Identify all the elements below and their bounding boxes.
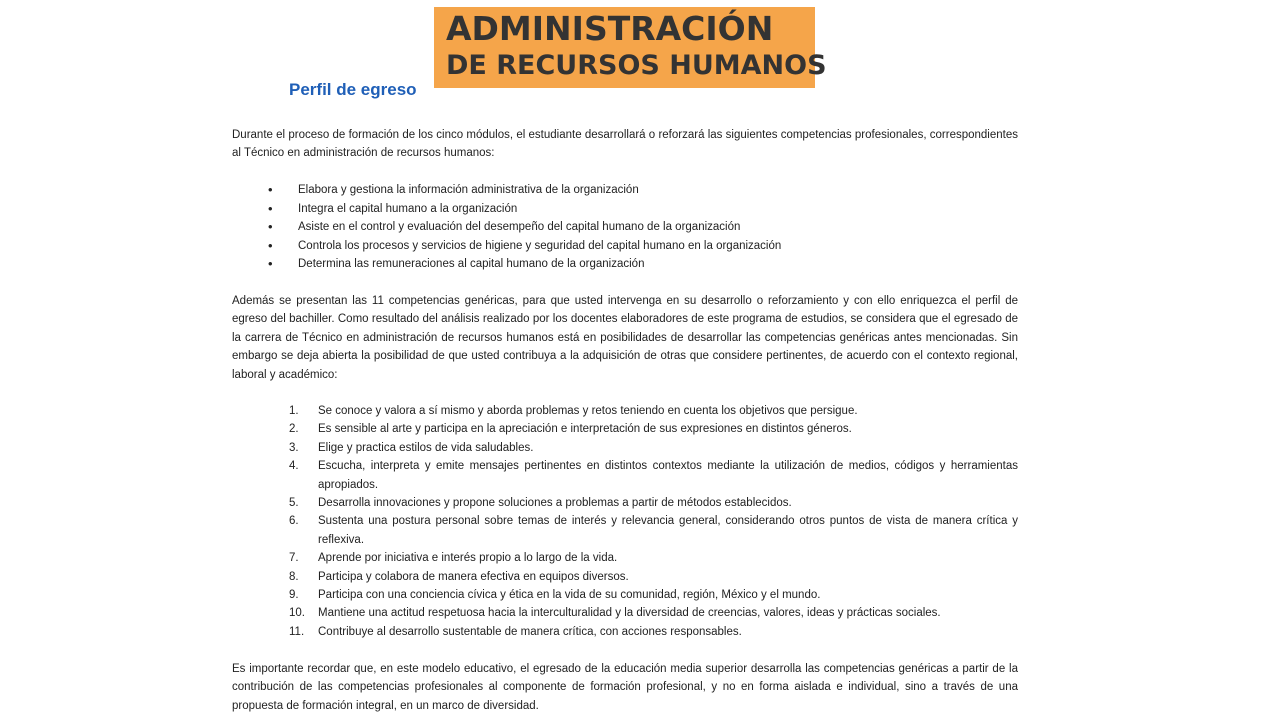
closing-paragraph: Es importante recordar que, en este modelo educativo, el egresado de la educación media superior desarrolla las competencias genéricas a partir de la contribución de las competencias profesionales al componente de formación profesional, y no en forma aislada e individual, sino a través de una propuesta de formación integral, en un marco de diversidad. [232, 663, 1018, 712]
list-item [232, 457, 1018, 494]
list-item-text: Participa y colabora de manera efectiva en equipos diversos. [318, 570, 629, 583]
intro-paragraph: Durante el proceso de formación de los cinco módulos, el estudiante desarrollará o reforzará las siguientes competencias profesionales, correspondientes al Técnico en administración de recursos humanos: [232, 129, 1018, 160]
list-item [232, 237, 1018, 256]
item-number: 7. [289, 552, 299, 565]
item-number: 1. [289, 405, 299, 417]
item-number: 9. [289, 589, 299, 602]
list-item [232, 586, 1018, 604]
list-item [232, 200, 1018, 219]
list-item [232, 568, 1018, 586]
list-item [232, 218, 1018, 237]
list-item [232, 439, 1018, 457]
section-title: Perfil de egreso [289, 80, 417, 99]
list-item [232, 494, 1018, 512]
item-number: 8. [289, 570, 299, 583]
list-item [232, 623, 1018, 641]
banner-title-line1: ADMINISTRACIÓN [446, 9, 774, 48]
list-item [232, 255, 1018, 274]
professional-competencies-list [232, 181, 1018, 274]
bullet-icon: • [268, 237, 273, 253]
generic-competencies-intro: Además se presentan las 11 competencias genéricas, para que usted intervenga en su desarrollo o reforzamiento y con ello enriquezca el perfil de egreso del bachiller. Como resultado del análisis realizado por los docentes elaboradores de este programa de estudios, se considera que el egresado de la carrera de Técnico en administración de recursos humanos está en posibilidades de desarrollar las competencias genéricas antes mencionadas. Sin embargo se deja abierta la posibilidad de que usted contribuya a la adquisición de otras que considere pertinentes, de acuerdo con el contexto regional, laboral y académico: [232, 295, 1018, 381]
list-item [232, 549, 1018, 567]
list-item-text: Aprende por iniciativa e interés propio a lo largo de la vida. [318, 552, 618, 565]
list-item-text: Sustenta una postura personal sobre temas de interés y relevancia general, considerando otros puntos de vista de manera crítica y reflexiva. [318, 515, 1018, 546]
list-item-text: Participa con una conciencia cívica y ética en la vida de su comunidad, región, México y el mundo. [318, 589, 821, 602]
list-item-text: Integra el capital humano a la organización [298, 202, 518, 215]
list-item [232, 512, 1018, 549]
item-number: 11. [289, 625, 305, 638]
list-item [232, 181, 1018, 200]
list-item-text: Controla los procesos y servicios de higiene y seguridad del capital humano en la organización [298, 239, 782, 252]
bullet-icon: • [268, 200, 273, 216]
list-item-text: Escucha, interpreta y emite mensajes pertinentes en distintos contextos mediante la utilización de medios, códigos y herramientas apropiados. [318, 460, 1018, 491]
list-item [232, 420, 1018, 438]
list-item-text: Es sensible al arte y participa en la apreciación e interpretación de sus expresiones en distintos géneros. [318, 423, 852, 436]
item-number: 6. [289, 515, 299, 528]
bullet-icon: • [268, 182, 273, 197]
item-number: 5. [289, 497, 299, 510]
list-item [232, 604, 1018, 622]
banner-title-line2: DE RECURSOS HUMANOS [446, 50, 827, 81]
generic-competencies-list [232, 402, 1018, 641]
title-banner [434, 7, 827, 88]
list-item-text: Determina las remuneraciones al capital humano de la organización [298, 258, 645, 271]
list-item-text: Elabora y gestiona la información administrativa de la organización [298, 184, 639, 196]
item-number: 2. [289, 423, 299, 436]
item-number: 4. [289, 460, 299, 473]
bullet-icon: • [268, 256, 273, 272]
bullet-icon: • [268, 219, 273, 235]
list-item-text: Desarrolla innovaciones y propone soluciones a problemas a partir de métodos establecidos. [318, 497, 792, 510]
list-item-text: Mantiene una actitud respetuosa hacia la interculturalidad y la diversidad de creencias, valores, ideas y prácticas sociales. [318, 607, 941, 620]
item-number: 3. [289, 441, 299, 454]
item-number: 10. [289, 607, 305, 620]
list-item-text: Asiste en el control y evaluación del desempeño del capital humano de la organización [298, 221, 741, 234]
list-item [232, 402, 1018, 420]
list-item-text: Elige y practica estilos de vida saludables. [318, 441, 534, 454]
list-item-text: Se conoce y valora a sí mismo y aborda problemas y retos teniendo en cuenta los objetivos que persigue. [318, 405, 858, 417]
list-item-text: Contribuye al desarrollo sustentable de manera crítica, con acciones responsables. [318, 625, 742, 638]
